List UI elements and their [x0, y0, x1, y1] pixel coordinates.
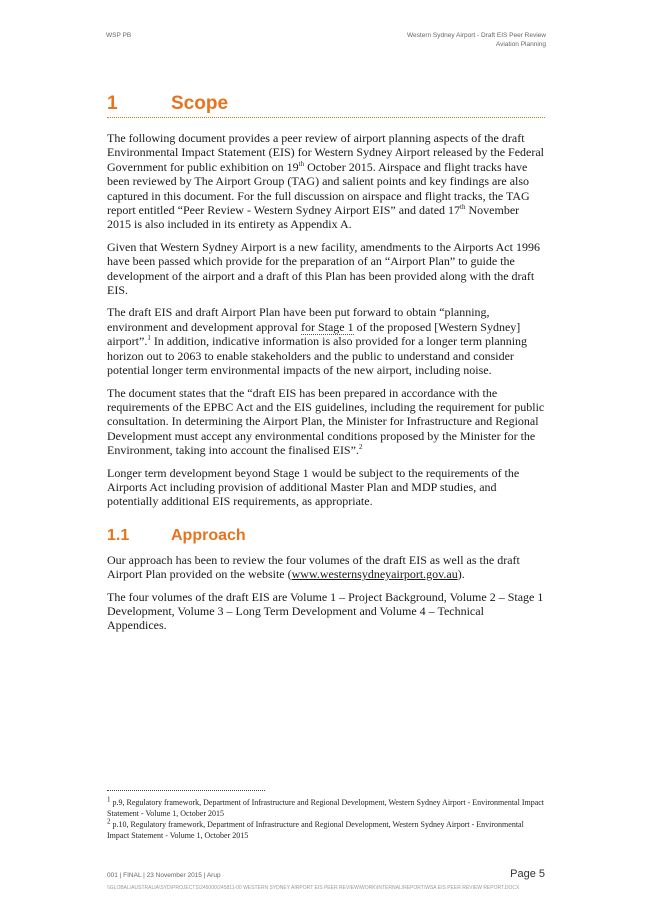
footnote-ref-2: 2 [358, 443, 363, 452]
page-number: Page 5 [510, 868, 545, 880]
website-link[interactable]: www.westernsydneyairport.gov.au [291, 567, 458, 582]
header-left: WSP PB [106, 32, 132, 39]
footnote-1: $^1$ p.9, Regulatory framework, Department of Infrastructure and Regional Development, Western Sydney Airport - Environmental Impact Statement - Volume 1, October 2015 [107, 795, 545, 818]
scope-paragraph-2: Given that Western Sydney Airport is a new facility, amendments to the Airports Act 1996 have been passed which provide for the preparation of an “Airport Plan” to guide the development of the airport and a draft of this Plan has been provided along with the draft EIS. [107, 239, 540, 298]
scope-paragraph-3: The draft EIS and draft Airport Plan have been put forward to obtain “planning, environment and development approval for Stage 1 of the proposed [Western Sydney] airport”.$^1$ In addition, indicative information is also provided for a longer term planning horizon out to 2063 to enable stakeholders and the public to understand and consider potential longer term environmental impacts of the new airport, including noise. [107, 305, 528, 378]
header-right-line1: Western Sydney Airport - Draft EIS Peer Review [407, 32, 546, 39]
section-1-1-title: Approach [171, 526, 246, 544]
footnote-2: $^2$ p.10, Regulatory framework, Department of Infrastructure and Regional Development, Western Sydney Airport - Environmental Impact Statement - Volume 1, October 2015 [107, 817, 524, 840]
approach-paragraph-1: Our approach has been to review the four volumes of the draft EIS as well as the draft Airport Plan provided on the website (www.westernsydneyairport.gov.au). [107, 552, 520, 582]
document-body [107, 88, 545, 633]
section-1-title: Scope [171, 93, 229, 114]
header-right [326, 31, 546, 49]
section-1-number: 1 [107, 93, 118, 114]
footer-file-path: \\GLOBAL\AUSTRALIA\SYD\PROJECTS\245000\245811-00 WESTERN SYDNEY AIRPORT EIS PEER REVIEW\WORK\INTERNAL\REPORT\WSA EIS PEER REVIEW REPORT.DOCX [107, 885, 520, 891]
footnote-separator [107, 790, 265, 791]
header-right-line2: Aviation Planning [495, 41, 546, 48]
stage-1-underline: for Stage 1 [300, 319, 354, 334]
scope-paragraph-4: The document states that the “draft EIS has been prepared in accordance with the requirements of the EPBC Act and the EIS guidelines, including the requirement for public consultation. In determining the Airport Plan, the Minister for Infrastructure and Regional Development must accept any environmental conditions proposed by the Minister for the Environment, taking into account the finalised EIS”.$^2$ [107, 385, 545, 458]
section-1-1-heading [107, 527, 545, 545]
approach-paragraph-2: The four volumes of the draft EIS are Volume 1 – Project Background, Volume 2 – Stage 1 Development, Volume 3 – Long Term Development and Volume 4 – Technical Appendices. [107, 589, 544, 633]
footnote-ref-1: 1 [147, 334, 151, 343]
section-1-heading [107, 88, 545, 118]
footnotes [107, 797, 547, 841]
scope-paragraph-1: The following document provides a peer review of airport planning aspects of the draft Environmental Impact Statement (EIS) for Western Sydney Airport released by the Federal Government for public exhibition on 19th October 2015. Airspace and flight tracks have been reviewed by The Airport Group (TAG) and salient points and key findings are also captured in this document. For the full discussion on airspace and flight tracks, the TAG report entitled “Peer Review - Western Sydney Airport EIS” and dated 17th November 2015 is also included in its entirety as Appendix A. [107, 131, 545, 232]
section-1-1-number: 1.1 [107, 526, 130, 544]
footer-info: 001 | FINAL | 23 November 2015 | Arup [107, 872, 221, 879]
scope-paragraph-5: Longer term development beyond Stage 1 would be subject to the requirements of the Airports Act including provision of additional Master Plan and MDP studies, and potentially additional EIS requirements, as appropriate. [107, 465, 520, 509]
